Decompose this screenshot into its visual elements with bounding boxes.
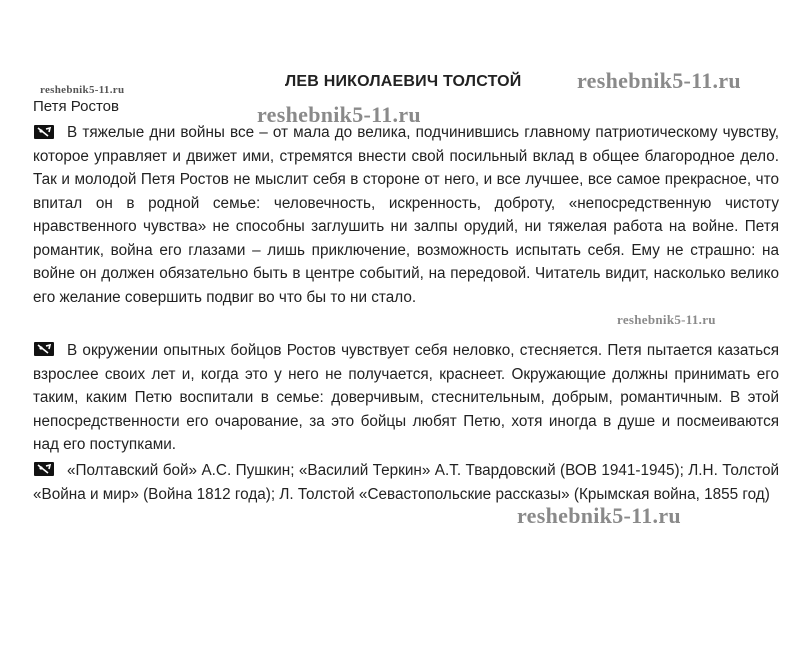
page-title: ЛЕВ НИКОЛАЕВИЧ ТОЛСТОЙ bbox=[285, 73, 522, 90]
watermark-under-title: reshebnik5-11.ru bbox=[257, 102, 421, 127]
paragraph-3: «Полтавский бой» А.С. Пушкин; «Василий Теркин» А.Т. Твардовский (ВОВ 1941-1945); Л.Н. Толстой «Война и мир» (Война 1812 года); Л. Толстой «Севастопольские рассказы» (Крымская война, 1855 год) bbox=[33, 462, 779, 503]
subtitle: Петя Ростов bbox=[33, 98, 119, 115]
paragraph-1: В тяжелые дни войны все – от мала до велика, подчинившись главному патриотическому чувству, которое управляет и движет ими, стремятся внести свой посильный вклад в общее благородное дело. Так и молодой Петя Ростов не мыслит себя в стороне от него, и все лучшее, все самое прекрасное, что впитал он в родной семье: человечность, искренность, доброту, «непосредственную чистоту нравственного чувства» не способны заглушить ни залпы орудий, ни тяжелая работа на войне. Петя романтик, война его глазами – лишь приключение, возможность испытать себя. Ему не страшно: на войне он должен обязательно быть в центре событий, на передовой. Читатель видит, насколько велико его желание совершить подвиг во что бы то ни стало. bbox=[33, 124, 779, 306]
watermark-top-left: reshebnik5-11.ru bbox=[40, 84, 125, 96]
watermark-top-right: reshebnik5-11.ru bbox=[577, 68, 741, 93]
paragraph-2: В окружении опытных бойцов Ростов чувствует себя неловко, стесняется. Петя пытается казаться взрослее своих лет и, когда это у него не получается, краснеет. Окружающие должны принимать его таким, каким Петю воспитали в семье: доверчивым, стеснительным, добрым, романтичным. В этой непосредственности его очарование, за это бойцы любят Петю, хотя иногда в душе и посмеиваются над его поступками. bbox=[33, 342, 779, 453]
watermark-mid-right: reshebnik5-11.ru bbox=[617, 312, 716, 327]
watermark-bottom: reshebnik5-11.ru bbox=[517, 503, 681, 528]
